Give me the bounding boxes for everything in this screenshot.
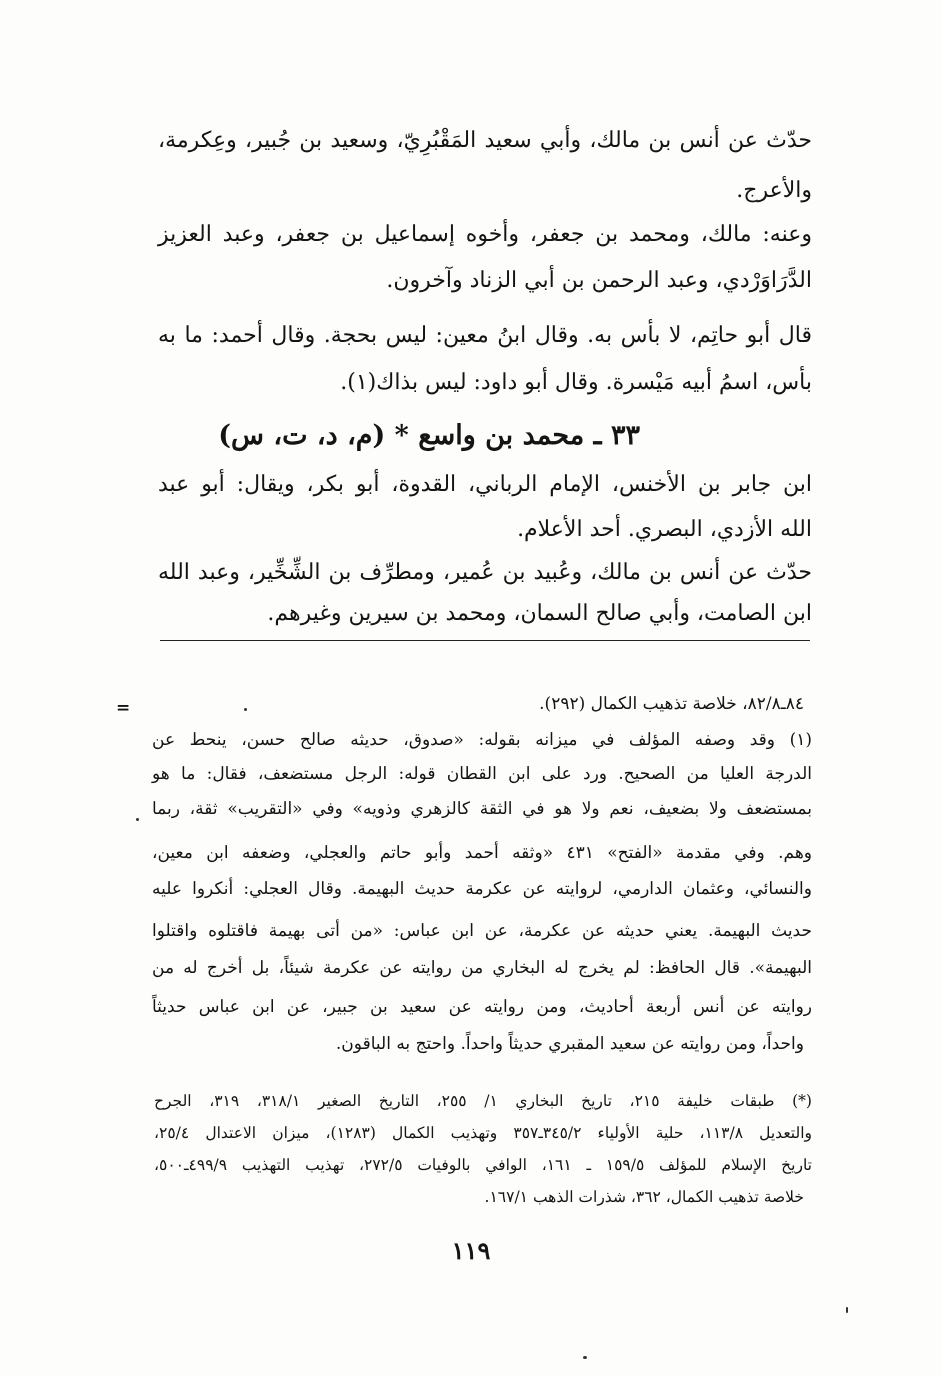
main-text-line-4: الدَّرَاوَرْدي، وعبد الرحمن بن أبي الزناد وآخرون.: [386, 268, 812, 293]
main-text-line-3: وعنه: مالك، ومحمد بن جعفر، وأخوه إسماعيل بن جعفر، وعبد العزيز: [158, 222, 812, 247]
entry-heading: ٣٣ ـ محمد بن واسع * (م، د، ت، س): [218, 420, 640, 451]
entry-line-2: الله الأزدي، البصري. أحد الأعلام.: [517, 517, 812, 542]
footnote-line-2: (١) وقد وصفه المؤلف في ميزانه بقوله: «صدوق، حديثه صالح حسن، ينحط عن: [152, 730, 812, 750]
sources-line-1: (*) طبقات خليفة ٢١٥، تاريخ البخاري ١/ ٢٥٥، التاريخ الصغير ٣١٨/١، ٣١٩، الجرح: [154, 1092, 812, 1110]
footnote-line-4: بمستضعف ولا بضعيف، نعم ولا هو في الثقة كالزهري وذويه» وفي «التقريب» ثقة، ربما: [152, 799, 812, 819]
footnote-line-3: الدرجة العليا من الصحيح. ورد على ابن القطان قوله: الرجل مستضعف، فقال: ما هو: [152, 764, 812, 784]
main-text-line-5: قال أبو حاتِم، لا بأس به. وقال ابنُ معين: ليس بحجة. وقال أحمد: ما به: [158, 323, 812, 348]
scan-speck: [244, 708, 247, 711]
footnote-line-10: واحداً، ومن روايته عن سعيد المقبري حديثاً واحداً. واحتج به الباقون.: [335, 1034, 804, 1054]
footnote-line-6: والنسائي، وعثمان الدارمي، لروايته عن عكرمة حديث البهيمة. وقال العجلي: أنكروا عليه: [152, 879, 812, 899]
entry-line-1: ابن جابر بن الأخنس، الإمام الرباني، القدوة، أبو بكر، ويقال: أبو عبد: [158, 472, 812, 497]
footnote-line-9: روايته عن أنس أربعة أحاديث، ومن روايته عن سعيد بن جبير، عن ابن عباس حديثاً: [152, 997, 812, 1017]
main-text-line-6: بأس، اسمُ أبيه مَيْسرة. وقال أبو داود: ليس بذاك(١).: [340, 370, 812, 395]
footnote-line-5: وهم. وفي مقدمة «الفتح» ٤٣١ «وثقه أحمد وأبو حاتم والعجلي، وضعفه ابن معين،: [152, 843, 812, 863]
footnote-continuation-marker: =: [116, 698, 131, 718]
sources-line-2: والتعديل ١١٣/٨، حلية الأولياء ٣٤٥/٢ـ٣٥٧ وتهذيب الكمال (١٢٨٣)، ميزان الاعتدال ٢٥/٤،: [154, 1124, 812, 1142]
entry-line-3: حدّث عن أنس بن مالك، وعُبيد بن عُمير، ومطرِّف بن الشِّخِّير، وعبد الله: [158, 560, 812, 585]
entry-line-4: ابن الصامت، وأبي صالح السمان، ومحمد بن سيرين وغيرهم.: [267, 601, 812, 626]
sources-line-3: تاريخ الإسلام للمؤلف ١٥٩/٥ ـ ١٦١، الوافي بالوفيات ٢٧٢/٥، تهذيب التهذيب ٤٩٩/٩ـ٥٠٠،: [154, 1156, 812, 1174]
main-text-line-1: حدّث عن أنس بن مالك، وأبي سعيد المَقْبُرِيّ، وسعيد بن جُبير، وعِكرمة،: [158, 128, 812, 153]
footnote-line-7: حديث البهيمة. يعني حديثه عن عكرمة، عن ابن عباس: «من أتى بهيمة فاقتلوه واقتلوا: [152, 921, 812, 941]
sources-line-4: خلاصة تذهيب الكمال، ٣٦٢، شذرات الذهب ١٦٧/١.: [484, 1188, 804, 1206]
scan-speck: [136, 818, 139, 821]
main-text-line-2: والأعرج.: [736, 178, 812, 203]
scan-speck: [846, 1307, 848, 1313]
page-number: ١١٩: [451, 1236, 491, 1265]
footnote-separator-rule: [160, 640, 810, 641]
footnote-line-8: البهيمة». قال الحافظ: لم يخرج له البخاري من روايته عن عكرمة شيئاً، بل أخرج له من: [152, 958, 812, 978]
scan-speck: [583, 1356, 587, 1359]
footnote-line-1: ٨٤ـ٨٢/٨، خلاصة تذهيب الكمال (٢٩٢).: [539, 694, 804, 714]
